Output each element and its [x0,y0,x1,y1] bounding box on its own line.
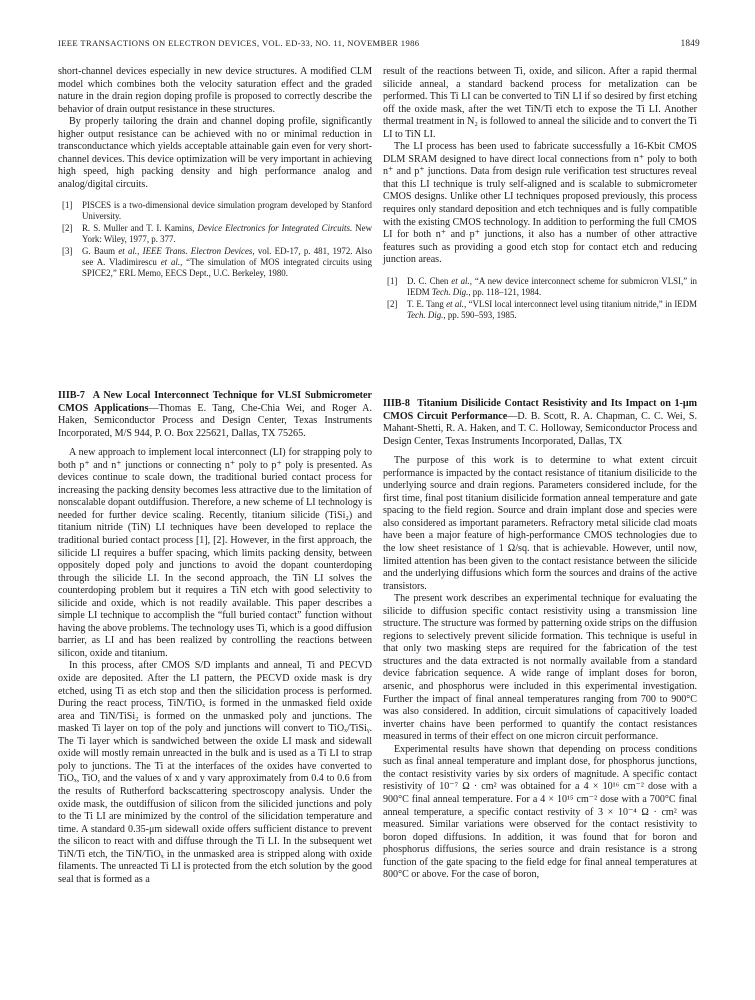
abstract-title: A New Local Interconnect Technique for VLSI Submicrometer CMOS Applications [58,390,373,414]
reference-item: [2] T. E. Tang et al., “VLSI local interconnect level using titanium nitride,” in IEDM Tech. Dig., pp. 590–593, 1985. [387,298,698,320]
abstract-authors: —D. B. Scott, R. A. Chapman, C. C. Wei, S. Mahant-Shetti, R. A. Haken, and T. C. Holloway, Semiconductor Process and Design Center, Texas Instruments Incorporated, Dallas, TX [383,410,698,447]
body-paragraph: The present work describes an experimental technique for evaluating the silicide to diffusion specific contact resistivity using a transmission line structure. The structure was formed by patterning oxide strips on the diffusion regions to selectively prevent silicide formation. This technique is useful in that only two masking steps are required for the fabrication of the test structures and the data extracted is not normally available from a standard device fabrication sequence. A wide range of implant doses for boron, arsenic, and phosphorus were included in this experimental investigation. Further the impact of final anneal temperatures ranging from 700 to 900°C was also considered. In addition, circuit simulations of capacitively loaded inverter chains have been performed to quantify the contact resistances measured in terms of their effect on one micron circuit performance. [383,593,697,743]
reference-item: [2] R. S. Muller and T. I. Kamins, Device Electronics for Integrated Circuits. New York: Wiley, 1977, p. 377. [62,223,372,245]
page-number: 1849 [680,38,700,48]
reference-item: [1] D. C. Chen et al., “A new device interconnect scheme for submicron VLSI,” in IEDM Tech. Dig., pp. 118–121, 1984. [387,275,697,297]
right-column-continuation [383,66,697,322]
body-paragraph: By properly tailoring the drain and channel doping profile, significantly higher output resistance can be achieved with no or minimal reduction in transconductance which yields acceptable attainable gain even for very short-channel devices. This device optimization will be very important in achieving high speed, high packing density and high performance analog and analog/digital circuits. [58,116,372,190]
journal-title: IEEE TRANSACTIONS ON ELECTRON DEVICES, VOL. ED-33, NO. 11, NOVEMBER 1986 [58,38,420,48]
abstract-iiib-8 [383,398,697,882]
reference-list [58,200,372,279]
abstract-heading [58,390,372,440]
left-column-continuation [58,66,372,280]
body-paragraph: Experimental results have shown that depending on process conditions such as final anneal temperature and implant dose, for phosphorus junctions, the contact resistivity varies by six orders of magnitude. A specific contact resistivity of 10⁻⁷ Ω · cm² was obtained for a 4 × 10¹⁶ cm⁻² dose with a 900°C final anneal temperature. For a 4 × 10¹⁵ cm⁻² dose with a 700°C final anneal temperature, a specific contact restivity of 3 × 10⁻⁴ Ω · cm² was measured. Similar variations were observed for the contact resistivity to boron doped diffusions. In addition, it was found that for boron and phosphorus diffusions, the series source and drain resistance is a strong function of the gate spacing to the field edge for final anneal temperatures at 800°C or above. For the case of boron, [383,743,697,881]
reference-item: [1] PISCES is a two-dimensional device simulation program developed by Stanford University. [62,200,372,222]
body-paragraph: short-channel devices especially in new device structures. A modified CLM model which combines both the velocity saturation effect and the graded nature in the drain region doping profile is proposed to correctly describe the behavior of drain output resistance in these structures. [58,66,372,115]
abstract-iiib-7 [58,390,372,886]
body-paragraph: The LI process has been used to fabricate successfully a 16-Kbit CMOS DLM SRAM designed to have direct local connections from n⁺ poly to both n⁺ and p⁺ junctions. Data from design rule verification test structures reveal that this LI technique is truly self-aligned and is scalable to submicrometer CMOS designs. Unlike other LI techniques proposed previously, this process requires only standard deposition and etch techniques and is fully compatible with the existing CMOS technology. In addition to performing the full CMOS LI for both n⁺ and p⁺ junctions, it also has a number of other attractive features such as providing a good etch stop for contact etch and reducing junction areas. [383,141,697,266]
abstract-title: Titanium Disilicide Contact Resistivity and Its Impact on 1-μm CMOS Circuit Performance [383,398,697,422]
body-paragraph: The purpose of this work is to determine to what extent circuit performance is impacted by the contact resistance of titanium disilicide to the underlying source and drain regions. Parameters considered include, for the first time, final post titanium disilicide formation anneal temperature and gate spacing to the field region. Source and drain implant dose and species were also considered as important parameters. Refractory metal silicide clad moats have been a major feature of high-performance CMOS technologies due to the low sheet resistance of 1 Ω/sq. that is achievable. However, until now, limited attention has been given to the contact resistance between the silicide and the underlying diffusions which form the sources and drains of the active transistors. [383,455,697,592]
body-paragraph: A new approach to implement local interconnect (LI) for strapping poly to both p⁺ and n⁺ junctions or connecting n⁺ poly to p⁺ poly is presented. As devices continue to scale down, the traditional buried contact process for increasing the packing density becomes less attractive due to the limitation of nonscalable dopant outdiffusion. Therefore, a new scheme of LI technology is needed for further device scaling. Recently, titanium silicide (TiSi₂) and titanium nitride (TiN) LI techniques have been developed to replace the traditional buried contact process [1], [2]. However, in the first approach, the silicide LI requires a buffer spacing, which limits packing density, between oppositely doped poly and junctions to avoid the dopant counterdoping through the silicide LI. In the second approach, the TiN LI solves the counterdoping problem but it requires a TiN etch with good selectivity to silicide and oxide, which is not readily available. This paper describes a simple LI technique to accomplish the “full buried contact” function without having the above problems. The technology uses Ti, which is a good diffusion barrier, as LI and has been realized by controlling the reactions between silicon, oxide and titanium. [58,447,372,659]
body-paragraph: result of the reactions between Ti, oxide, and silicon. After a rapid thermal silicide anneal, a standard backend process for metalization can be performed. This Ti LI can be converted to TiN LI if so desired by first etching off the oxide mask, after the wet TiN/Ti etch to expose the Ti LI. Another thermal treatment in N₂ is followed to anneal the silicide and to convert the Ti LI to TiN LI. [383,66,697,140]
reference-list [383,276,697,321]
running-header [58,38,700,52]
body-paragraph: In this process, after CMOS S/D implants and anneal, Ti and PECVD oxide are deposited. After the LI pattern, the PECVD oxide mask is dry etched, using Ti as etch stop and then the silicidation process is performed. During the react process, TiN/TiOₓ is formed in the unmasked field oxide area and TiN/TiSi₂ is formed on the unmasked poly and junctions. The masked Ti layer on top of the poly and junctions will convert to TiOₓ/TiSiᵧ. The Ti layer which is sandwiched between the oxide LI mask and sidewall oxide will mostly remain unreacted in the bulk and is used as a Ti LI to strap poly to junctions. The Ti at the interfaces of the oxides have converted to TiOₓ, TiO, and the values of x and y vary approximately from 0.4 to 0.6 from the results of Rutherford backscattering spectroscopy analysis. Under the oxide mask, the outdiffusion of silicon from the silicided junctions and poly to the Ti LI are minimized by the control of the silicidation temperature and time. A standard 0.35-μm sidewall oxide offers sufficient distance to prevent the silicon to react with and diffuse through the Ti LI. In the subsequent wet TiN/Ti etch, the TiN/TiOₓ in the unmasked area is stripped along with oxide filaments. The unreacted Ti LI is protected from the etch solution by the good seal that is formed as a [58,660,372,885]
abstract-id: IIIB-8 [383,398,410,409]
abstract-authors: —Thomas E. Tang, Che-Chia Wei, and Roger A. Haken, Semiconductor Process and Design Center, Texas Instruments Incorporated, M/S 944, P. O. Box 225621, Dallas, TX 75265. [58,402,372,439]
abstract-id: IIIB-7 [58,390,85,401]
abstract-heading [383,398,697,448]
reference-item: [3] G. Baum et al., IEEE Trans. Electron Devices, vol. ED-17, p. 481, 1972. Also see A. Vladimirescu et al., “The simulation of MOS integrated circuits using SPICE2,” ERL Memo, EECS Dept., U.C. Berkeley, 1980. [62,246,373,279]
